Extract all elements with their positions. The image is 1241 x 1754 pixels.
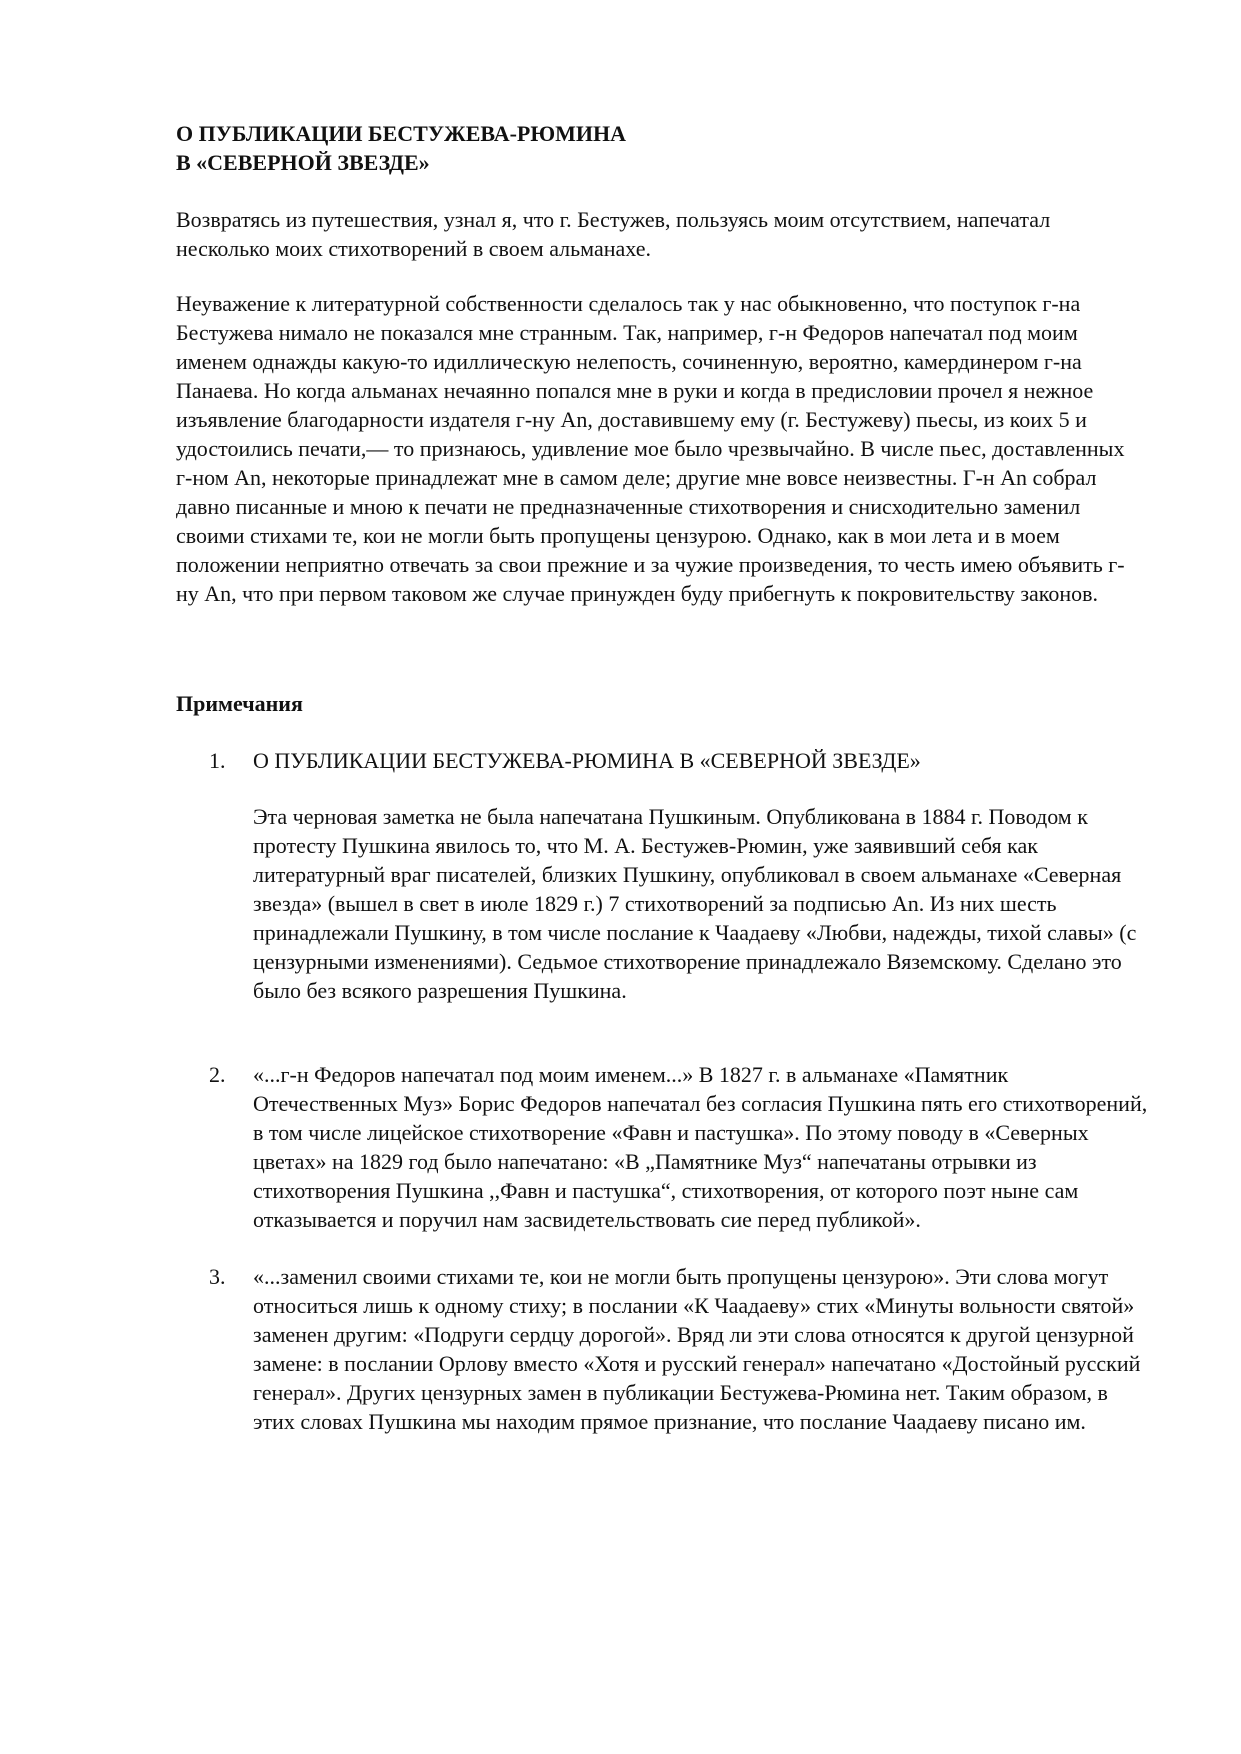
note-body — [253, 746, 1153, 1005]
title-line-1: О ПУБЛИКАЦИИ БЕСТУЖЕВА-РЮМИНА — [176, 121, 626, 146]
note-text: «...заменил своими стихами те, кои не могли быть пропущены цензурою». Эти слова могут относиться лишь к одному стиху; в послании «К Чаадаеву» стих «Минуты вольности святой» заменен другим: «Подруги сердцу дорогой». Вряд ли эти слова относятся к другой цензурной замене: в послании Орлову вместо «Хотя и русский генерал» напечатано «Достойный русский генерал». Других цензурных замен в публикации Бестужева-Рюмина нет. Таким образом, в этих словах Пушкина мы находим прямое признание, что послание Чаадаеву писано им. — [253, 1264, 1141, 1434]
note-heading: О ПУБЛИКАЦИИ БЕСТУЖЕВА-РЮМИНА В «СЕВЕРНОЙ ЗВЕЗДЕ» — [253, 748, 921, 773]
note-number: 3. — [209, 1264, 226, 1289]
document-title — [176, 119, 626, 177]
paragraph-1: Возвратясь из путешествия, узнал я, что г. Бестужев, пользуясь моим отсутствием, напечатал несколько моих стихотворений в своем альманахе. — [176, 207, 1051, 261]
note-number: 1. — [209, 748, 226, 773]
paragraph-2: Неуважение к литературной собственности сделалось так у нас обыкновенно, что поступок г-на Бестужева нимало не показался мне странным. Так, например, г-н Федоров напечатал под моим именем однажды какую-то идиллическую нелепость, сочиненную, вероятно, камердинером г-на Панаева. Но когда альманах нечаянно попался мне в руки и когда в предисловии прочел я нежное изъявление благодарности издателя г-ну An, доставившему ему (г. Бестужеву) пьесы, из коих 5 и удостоились печати,— то признаюсь, удивление мое было чрезвычайно. В числе пьес, доставленных г-ном An, некоторые принадлежат мне в самом деле; другие мне вовсе неизвестны. Г-н An собрал давно писанные и мною к печати не предназначенные стихотворения и снисходительно заменил своими стихами те, кои не могли быть пропущены цензурою. Однако, как в мои лета и в моем положении неприятно отвечать за свои прежние и за чужие произведения, то честь имею объявить г-ну An, что при первом таковом же случае принужден буду прибегнуть к покровительству законов. — [176, 291, 1125, 606]
note-number: 2. — [209, 1062, 226, 1087]
note-text: Эта черновая заметка не была напечатана Пушкиным. Опубликована в 1884 г. Поводом к протесту Пушкина явилось то, что М. А. Бестужев-Рюмин, уже заявивший себя как литературный враг писателей, близких Пушкину, опубликовал в своем альманахе «Северная звезда» (вышел в свет в июле 1829 г.) 7 стихотворений за подписью An. Из них шесть принадлежали Пушкину, в том числе послание к Чаадаеву «Любви, надежды, тихой славы» (с цензурными изменениями). Седьмое стихотворение принадлежало Вяземскому. Сделано это было без всякого разрешения Пушкина. — [253, 804, 1137, 1003]
note-text: «...г-н Федоров напечатал под моим именем...» В 1827 г. в альманахе «Памятник Отечественных Муз» Борис Федоров напечатал без согласия Пушкина пять его стихотворений, в том числе лицейское стихотворение «Фавн и пастушка». По этому поводу в «Северных цветах» на 1829 год было напечатано: «В „Памятнике Муз“ напечатаны отрывки из стихотворения Пушкина ,,Фавн и пастушка“, стихотворения, от которого поэт ныне сам отказывается и поручил нам засвидетельствовать сие перед публикой». — [253, 1062, 1148, 1232]
notes-heading: Примечания — [176, 691, 303, 716]
title-line-2: В «СЕВЕРНОЙ ЗВЕЗДЕ» — [176, 150, 430, 175]
note-body — [253, 1060, 1153, 1234]
note-body — [253, 1262, 1153, 1436]
